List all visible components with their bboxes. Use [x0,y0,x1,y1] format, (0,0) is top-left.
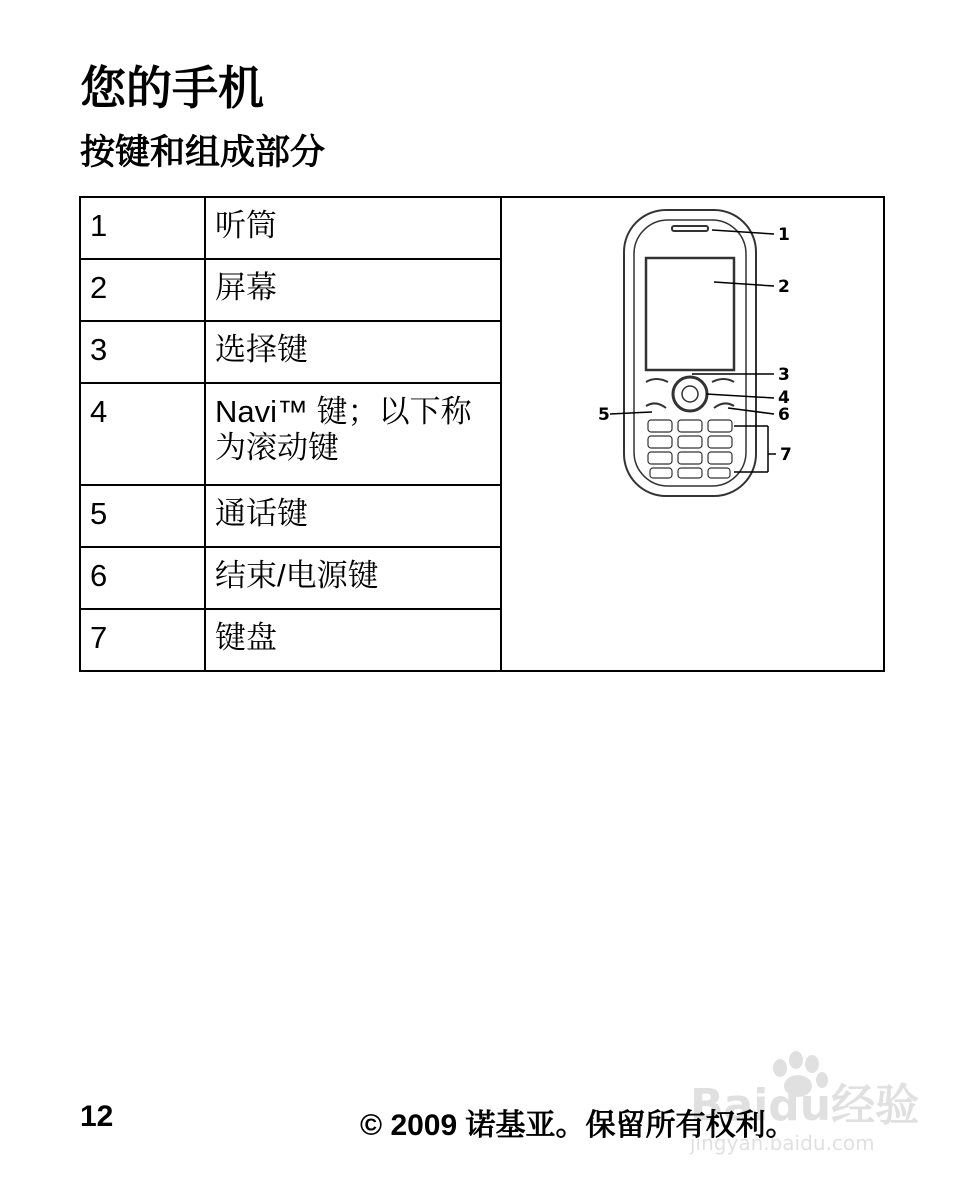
table-row [80,197,884,259]
part-number: 6 [80,547,205,609]
part-number: 7 [80,609,205,671]
part-number: 2 [80,259,205,321]
navi-key [673,377,707,411]
copyright-notice: © 2009 诺基亚。保留所有权利。 [360,1109,796,1142]
part-label: 通话键 [205,485,501,547]
watermark-url: jingyan.baidu.com [690,1131,875,1155]
part-label: 屏幕 [205,259,501,321]
callout-label: 7 [780,445,792,465]
earpiece [672,226,708,231]
page-title: 您的手机 [80,61,264,115]
part-label: 听筒 [205,197,501,259]
callout-label: 4 [778,388,790,408]
callout-label: 6 [778,405,790,425]
part-label: 键盘 [205,609,501,671]
part-number: 3 [80,321,205,383]
part-label: Navi™ 键；以下称为滚动键 [205,383,501,485]
parts-table [79,196,885,672]
watermark-text: Baidu经验 [690,1080,920,1131]
part-label: 结束/电源键 [205,547,501,609]
part-number: 4 [80,383,205,485]
screen [646,258,734,370]
phone-body [624,210,756,496]
page-number: 12 [80,1100,114,1133]
callout-label: 2 [778,277,790,297]
phone-diagram [594,204,894,504]
phone-diagram-cell [501,197,884,671]
callout-label: 1 [778,225,790,245]
callout-label: 5 [598,405,610,425]
part-label: 选择键 [205,321,501,383]
keypad [648,420,732,478]
part-number: 5 [80,485,205,547]
section-title: 按键和组成部分 [80,133,326,173]
part-number: 1 [80,197,205,259]
callout-label: 3 [778,365,790,385]
